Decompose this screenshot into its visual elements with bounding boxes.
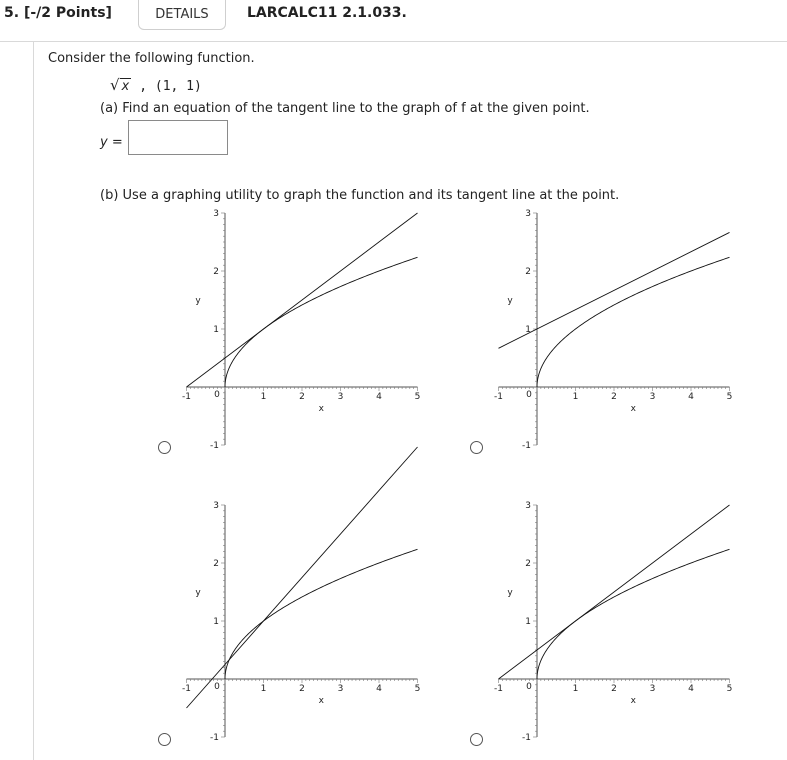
question-prompt: Consider the following function. bbox=[48, 51, 255, 66]
x-tick-label: 2 bbox=[299, 392, 305, 402]
graph-option-1 bbox=[182, 209, 420, 451]
y-tick-label: 2 bbox=[525, 559, 531, 569]
x-tick-label: 5 bbox=[726, 684, 733, 694]
x-tick-label: 3 bbox=[649, 684, 656, 694]
function-curve bbox=[537, 549, 730, 679]
y-tick-label: -1 bbox=[522, 441, 531, 451]
option-1-radio[interactable] bbox=[158, 441, 171, 454]
x-tick-label: 1 bbox=[572, 392, 579, 402]
x-tick-label: 2 bbox=[299, 684, 305, 694]
part-b-text: (b) Use a graphing utility to graph the function and its tangent line at the point. bbox=[100, 188, 620, 203]
radicand: x bbox=[121, 79, 130, 94]
y-tick-label: 3 bbox=[213, 209, 219, 219]
function-curve bbox=[537, 257, 730, 387]
y-tick-label: -1 bbox=[210, 441, 219, 451]
function-curve bbox=[225, 257, 418, 387]
x-tick-label: 1 bbox=[260, 684, 267, 694]
y-axis-label: y bbox=[195, 588, 201, 598]
y-tick-label: 1 bbox=[525, 617, 531, 627]
option-2-radio[interactable] bbox=[470, 441, 483, 454]
graph-option-4 bbox=[494, 501, 732, 743]
x-tick-label: 2 bbox=[611, 392, 617, 402]
tangent-line bbox=[499, 232, 730, 348]
y-tick-label: 3 bbox=[213, 501, 219, 511]
x-tick-label: 4 bbox=[376, 684, 382, 694]
y-tick-label: 1 bbox=[213, 325, 219, 335]
y-axis-label: y bbox=[195, 296, 201, 306]
given-point: , (1, 1) bbox=[139, 79, 202, 94]
option-3-radio[interactable] bbox=[158, 733, 171, 746]
x-tick-label: -1 bbox=[182, 392, 191, 402]
x-axis-label: x bbox=[318, 696, 324, 706]
y-axis-label: y bbox=[507, 296, 513, 306]
tangent-line bbox=[187, 213, 418, 387]
x-tick-label: 0 bbox=[526, 682, 532, 692]
function-curve bbox=[225, 549, 418, 679]
x-tick-label: 4 bbox=[688, 684, 694, 694]
tangent-line bbox=[499, 505, 730, 679]
x-tick-label: 3 bbox=[337, 392, 344, 402]
radical-sign-icon: √ bbox=[110, 76, 120, 94]
x-tick-label: 5 bbox=[414, 684, 421, 694]
x-tick-label: 2 bbox=[611, 684, 617, 694]
question-reference: LARCALC11 2.1.033. bbox=[247, 5, 407, 21]
y-tick-label: 3 bbox=[525, 209, 531, 219]
y-tick-label: 1 bbox=[525, 325, 531, 335]
y-tick-label: 2 bbox=[213, 267, 219, 277]
question-number: 5. bbox=[4, 5, 20, 21]
points-label: [-/2 Points] bbox=[23, 5, 112, 21]
x-tick-label: 4 bbox=[688, 392, 694, 402]
x-tick-label: 3 bbox=[649, 392, 656, 402]
y-tick-label: -1 bbox=[210, 733, 219, 743]
y-axis-label: y bbox=[507, 588, 513, 598]
x-axis-label: x bbox=[630, 696, 636, 706]
x-tick-label: 1 bbox=[572, 684, 579, 694]
x-tick-label: 0 bbox=[214, 390, 220, 400]
x-tick-label: 4 bbox=[376, 392, 382, 402]
x-axis-label: x bbox=[630, 404, 636, 414]
x-tick-label: -1 bbox=[182, 684, 191, 694]
y-tick-label: 3 bbox=[525, 501, 531, 511]
x-tick-label: 5 bbox=[726, 392, 733, 402]
x-tick-label: 0 bbox=[214, 682, 220, 692]
answer-label: y = bbox=[100, 135, 123, 150]
part-a-text: (a) Find an equation of the tangent line to the graph of f at the given point. bbox=[100, 101, 590, 116]
y-tick-label: 1 bbox=[213, 617, 219, 627]
x-tick-label: 1 bbox=[260, 392, 267, 402]
x-tick-label: 0 bbox=[526, 390, 532, 400]
x-tick-label: -1 bbox=[494, 684, 503, 694]
y-tick-label: 2 bbox=[525, 267, 531, 277]
graph-option-2 bbox=[494, 209, 732, 451]
tangent-line bbox=[187, 447, 418, 708]
y-tick-label: -1 bbox=[522, 733, 531, 743]
x-tick-label: -1 bbox=[494, 392, 503, 402]
x-tick-label: 3 bbox=[337, 684, 344, 694]
y-tick-label: 2 bbox=[213, 559, 219, 569]
graph-option-3 bbox=[182, 447, 420, 743]
details-button[interactable]: DETAILS bbox=[138, 0, 226, 30]
x-axis-label: x bbox=[318, 404, 324, 414]
x-tick-label: 5 bbox=[414, 392, 421, 402]
option-4-radio[interactable] bbox=[470, 733, 483, 746]
